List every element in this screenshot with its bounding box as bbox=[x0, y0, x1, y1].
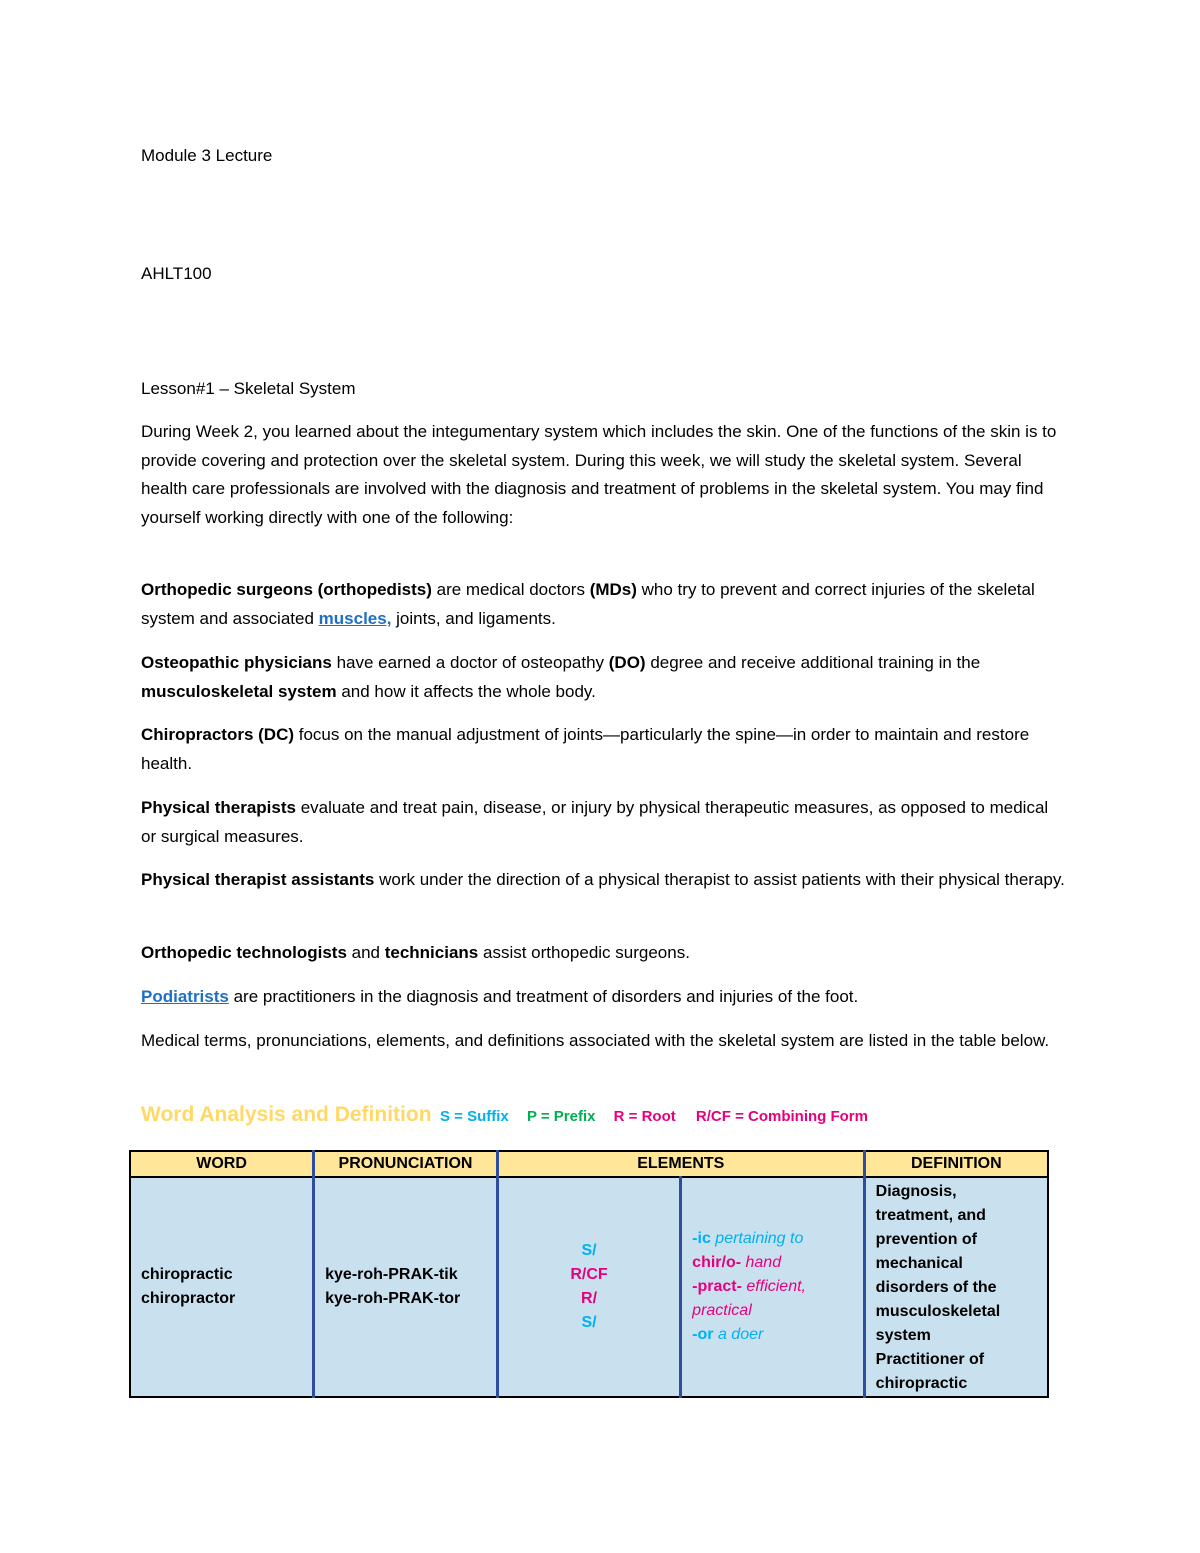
element-meaning: pertaining to bbox=[710, 1230, 804, 1247]
element-code: S/ bbox=[581, 1242, 597, 1259]
podiatrists-paragraph bbox=[141, 983, 1066, 1012]
text: have earned a doctor of osteopathy bbox=[331, 653, 609, 672]
word-cell bbox=[130, 1177, 314, 1397]
pronunciation-cell bbox=[314, 1177, 498, 1397]
term-physical-therapists: Physical therapists bbox=[141, 798, 296, 817]
word: chiropractic bbox=[141, 1266, 233, 1283]
text: degree and receive additional training in the bbox=[645, 653, 981, 672]
element-meaning: efficient, bbox=[741, 1278, 806, 1295]
word-analysis-title: Word Analysis and Definition bbox=[141, 1103, 432, 1126]
term-osteopathic-physicians: Osteopathic physicians bbox=[141, 653, 332, 672]
definition: Practitioner of chiropractic bbox=[875, 1351, 985, 1392]
definition: Diagnosis, treatment, and prevention of mechanical disorders of the musculoskeletal system bbox=[875, 1183, 1001, 1344]
term-do: (DO) bbox=[608, 653, 646, 672]
legend-root: R = Root bbox=[613, 1108, 676, 1125]
text: and how it affects the whole body. bbox=[336, 681, 596, 701]
legend bbox=[440, 1108, 868, 1125]
pronunciation: kye-roh-PRAK-tor bbox=[325, 1290, 461, 1307]
text: joints, and ligaments. bbox=[391, 608, 556, 628]
element-meaning: hand bbox=[741, 1254, 782, 1271]
text: focus on the manual adjustment of joints—particularly the spine—in order to maintain and restore health. bbox=[141, 725, 1030, 773]
table-header-row bbox=[130, 1151, 1048, 1177]
legend-suffix: S = Suffix bbox=[439, 1108, 509, 1125]
legend-combining-form: R/CF = Combining Form bbox=[695, 1108, 868, 1125]
physical-therapists-paragraph bbox=[141, 794, 1066, 851]
text: work under the direction of a physical therapist to assist patients with their physical therapy. bbox=[374, 870, 1065, 889]
element-meaning: practical bbox=[692, 1302, 752, 1319]
term-orthopedic-technologists: Orthopedic technologists bbox=[141, 943, 347, 962]
term-pt-assistants: Physical therapist assistants bbox=[141, 870, 375, 889]
muscles-link[interactable]: muscles, bbox=[318, 608, 392, 628]
element-code: S/ bbox=[581, 1314, 597, 1331]
table-row bbox=[130, 1177, 1048, 1397]
element-code: R/ bbox=[581, 1290, 598, 1307]
orthopedic-surgeons-paragraph bbox=[141, 576, 1066, 633]
podiatrists-link[interactable]: Podiatrists bbox=[141, 987, 229, 1006]
word-analysis-table bbox=[129, 1150, 1049, 1398]
intro-paragraph bbox=[141, 418, 1066, 532]
element-code: R/CF bbox=[570, 1266, 608, 1283]
text: evaluate and treat pain, disease, or injury by physical therapeutic measures, as opposed to medical or surgical measures. bbox=[141, 798, 1049, 846]
text: who try to prevent and correct injuries of the skeletal system and associated bbox=[141, 580, 1035, 628]
lesson-title: Lesson#1 – Skeletal System bbox=[141, 379, 356, 398]
element-part: -ic bbox=[692, 1230, 711, 1247]
module-title: Module 3 Lecture bbox=[141, 146, 273, 165]
text: are practitioners in the diagnosis and treatment of disorders and injuries of the foot. bbox=[228, 987, 859, 1006]
text: assist orthopedic surgeons. bbox=[478, 943, 690, 962]
legend-prefix: P = Prefix bbox=[526, 1108, 596, 1125]
definition-cell bbox=[864, 1177, 1048, 1397]
orthopedic-technologists-paragraph bbox=[141, 939, 1066, 968]
term-musculoskeletal-system: musculoskeletal system bbox=[141, 681, 337, 701]
text: are medical doctors bbox=[431, 580, 590, 599]
element-part: -pract- bbox=[692, 1278, 742, 1295]
text: and bbox=[346, 943, 385, 962]
osteopathic-physicians-paragraph bbox=[141, 649, 1066, 706]
course-code: AHLT100 bbox=[141, 264, 212, 283]
element-part: chir/o- bbox=[692, 1254, 742, 1271]
term-orthopedic-surgeons: Orthopedic surgeons (orthopedists) bbox=[141, 580, 432, 599]
word: chiropractor bbox=[141, 1290, 236, 1307]
header-pronunciation: PRONUNCIATION bbox=[314, 1151, 498, 1177]
term-chiropractors: Chiropractors (DC) bbox=[141, 725, 295, 744]
header-definition: DEFINITION bbox=[864, 1151, 1048, 1177]
intro-text: During Week 2, you learned about the integumentary system which includes the skin. One of the functions of the skin is to provide covering and protection over the skeletal system. During this week, we will study the skeletal system. Several health care professionals are involved with the diagnosis and treatment of problems in the skeletal system. You may find yourself working directly with one of the following: bbox=[141, 422, 1057, 527]
closing-paragraph bbox=[141, 1027, 1066, 1056]
pt-assistants-paragraph bbox=[141, 866, 1066, 895]
element-part: -or bbox=[692, 1326, 714, 1343]
closing-text: Medical terms, pronunciations, elements, and definitions associated with the skeletal system are listed in the table below. bbox=[141, 1031, 1050, 1050]
term-mds: (MDs) bbox=[589, 580, 637, 599]
element-meaning: a doer bbox=[713, 1326, 764, 1343]
header-word: WORD bbox=[130, 1151, 314, 1177]
header-elements: ELEMENTS bbox=[497, 1151, 864, 1177]
word-analysis-heading bbox=[141, 1103, 868, 1127]
element-meanings-cell bbox=[681, 1177, 865, 1397]
chiropractors-paragraph bbox=[141, 721, 1066, 778]
pronunciation: kye-roh-PRAK-tik bbox=[325, 1266, 458, 1283]
term-technicians: technicians bbox=[384, 943, 479, 962]
element-codes-cell bbox=[497, 1177, 680, 1397]
